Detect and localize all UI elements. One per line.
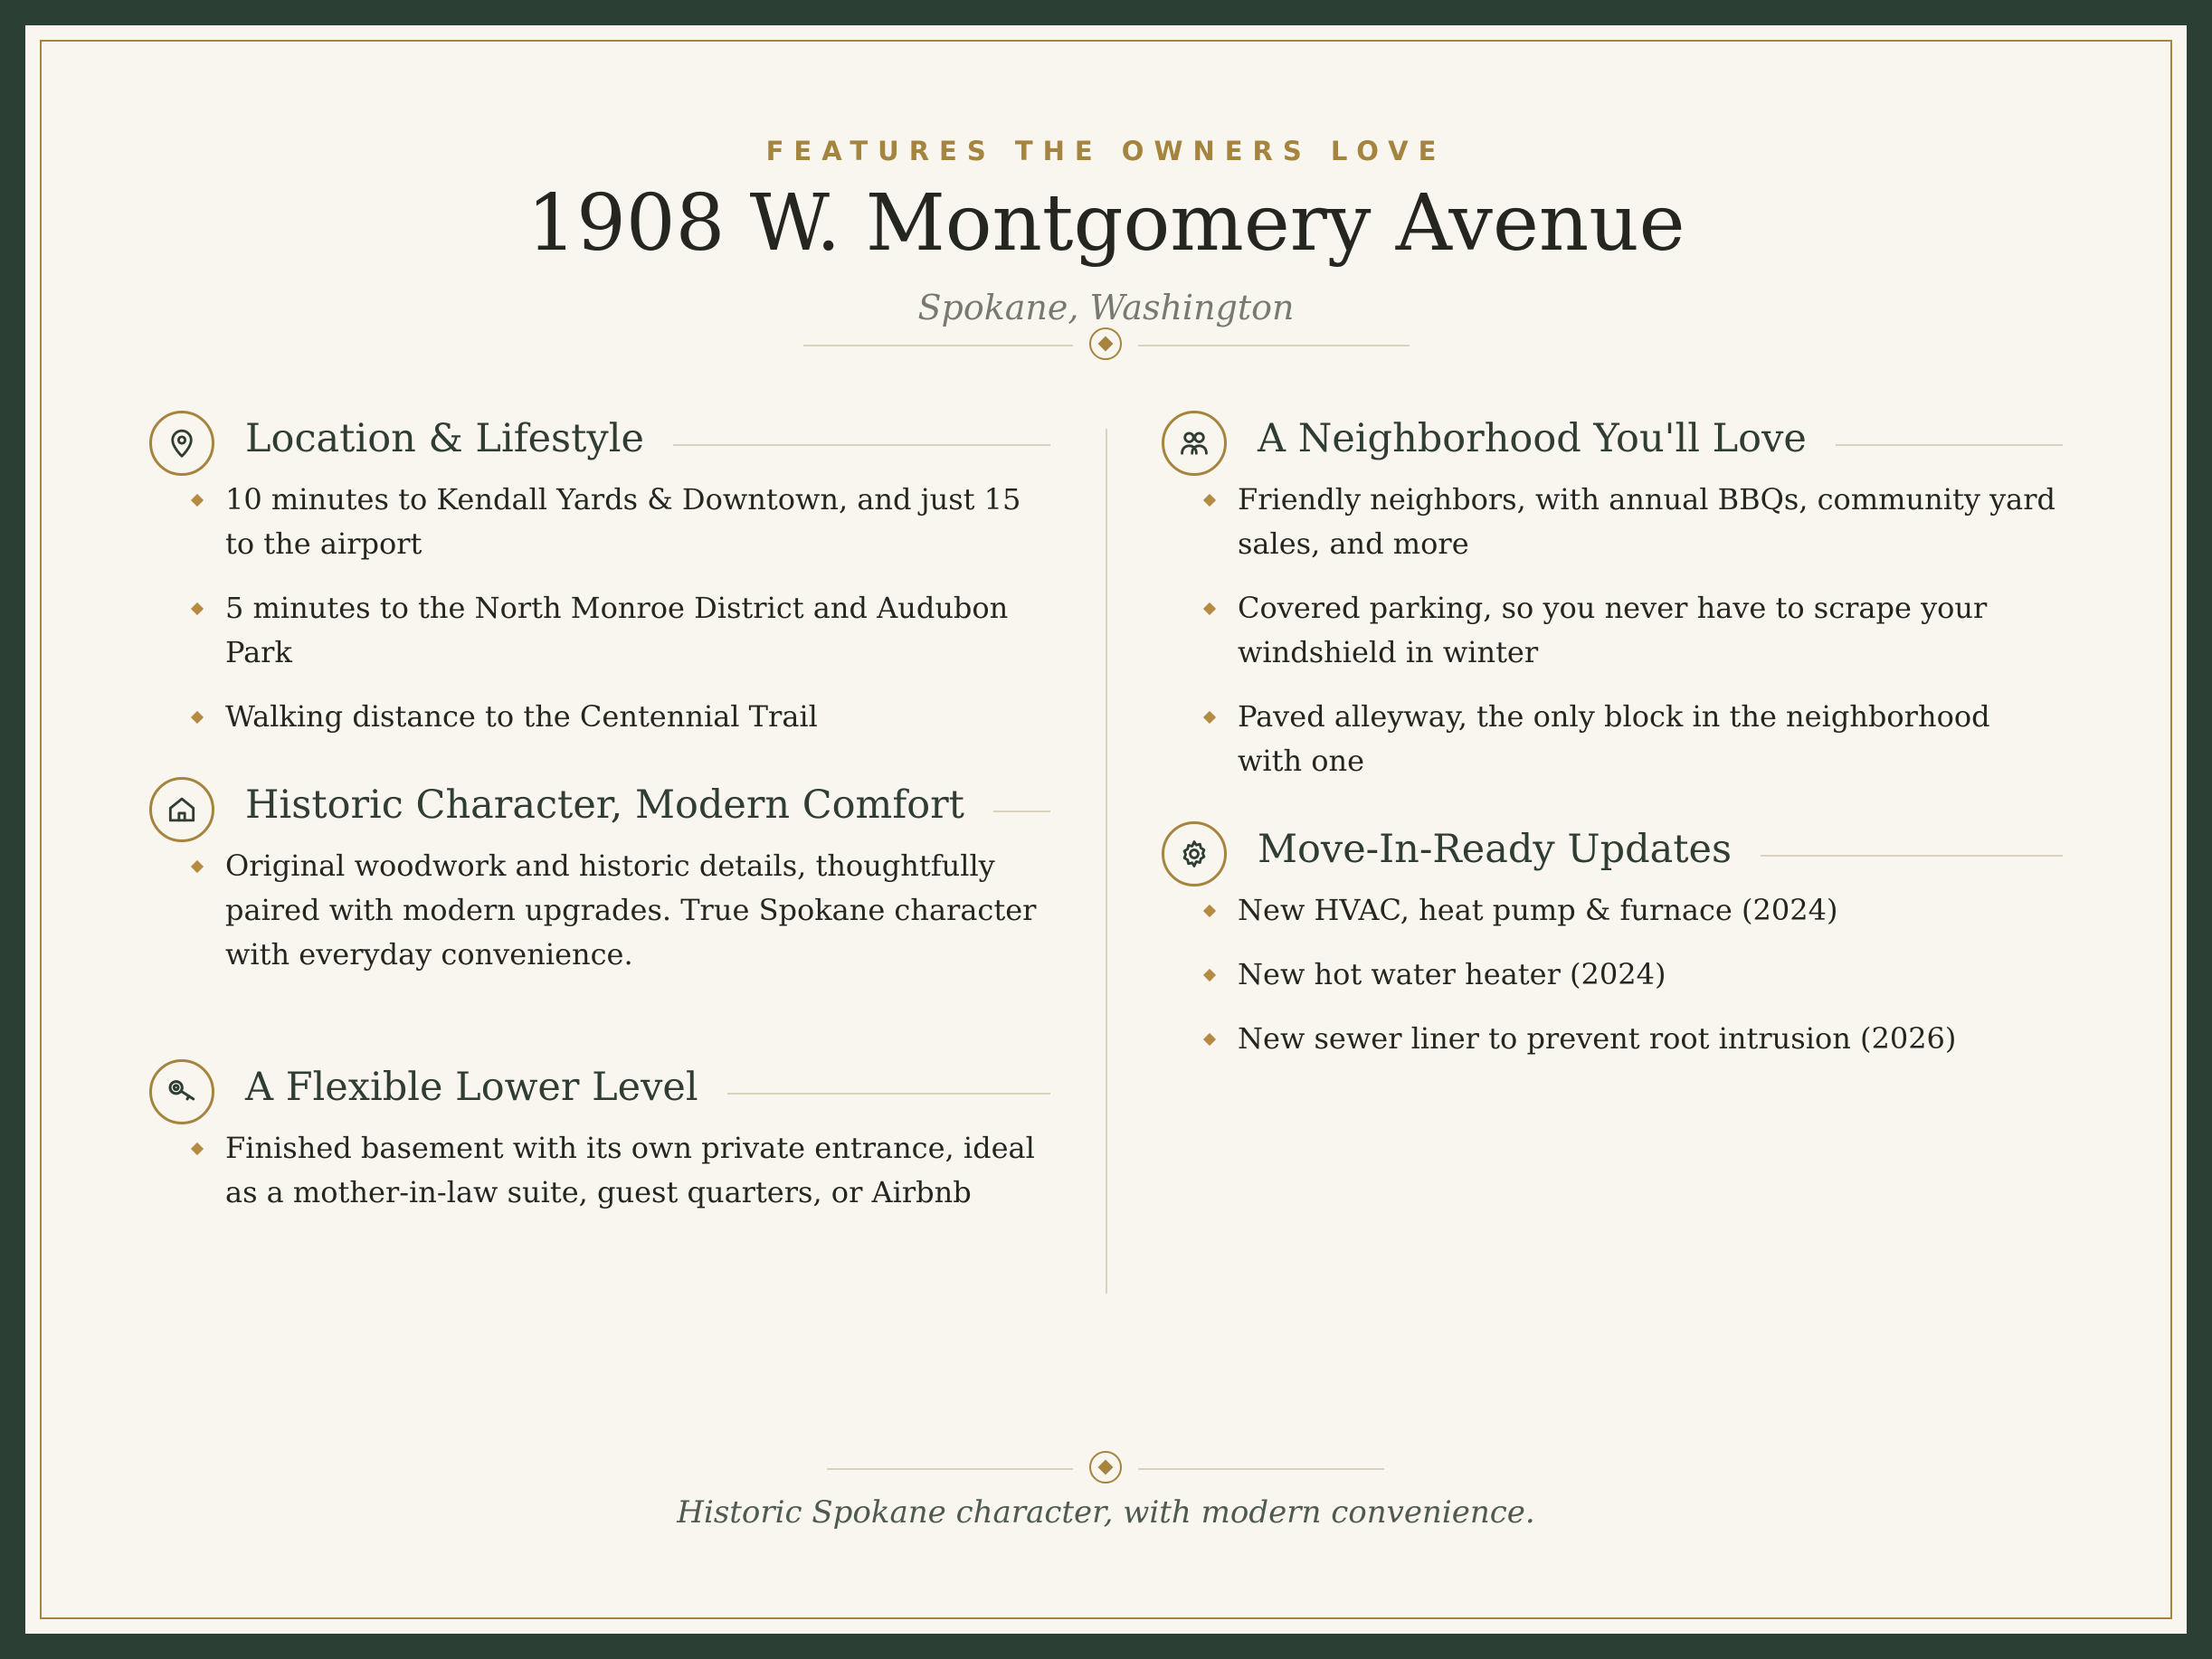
diamond-bullet-icon bbox=[191, 1142, 204, 1155]
diamond-bullet-icon bbox=[191, 494, 204, 507]
section-title: Move-In-Ready Updates bbox=[1258, 827, 1761, 872]
list-item-text: Walking distance to the Centennial Trail bbox=[225, 699, 818, 734]
list-item-text: New hot water heater (2024) bbox=[1238, 957, 1666, 991]
list-item bbox=[1162, 888, 2063, 933]
page-subtitle: Spokane, Washington bbox=[917, 288, 1295, 327]
list-item bbox=[149, 844, 1050, 977]
house-icon bbox=[149, 777, 214, 842]
list-item bbox=[1162, 953, 2063, 997]
key-icon bbox=[149, 1059, 214, 1124]
list-item-text: Covered parking, so you never have to scrape your windshield in winter bbox=[1238, 591, 1988, 669]
header-ornament bbox=[803, 327, 1410, 364]
list-item bbox=[149, 695, 1050, 739]
diamond-bullet-icon bbox=[1203, 969, 1216, 981]
list-item-text: Friendly neighbors, with annual BBQs, community yard sales, and more bbox=[1238, 482, 2055, 561]
section-updates bbox=[1162, 821, 2063, 1083]
list-item-text: 10 minutes to Kendall Yards & Downtown, and just 15 to the airport bbox=[225, 482, 1021, 561]
flyer-page bbox=[25, 25, 2187, 1634]
map-pin-icon bbox=[149, 411, 214, 476]
footer-tagline: Historic Spokane character, with modern convenience. bbox=[677, 1494, 1535, 1531]
list-item bbox=[1162, 1017, 2063, 1061]
list-item-text: 5 minutes to the North Monroe District and Audubon Park bbox=[225, 591, 1009, 669]
section-title: Location & Lifestyle bbox=[245, 416, 673, 461]
section-historic-character bbox=[149, 777, 1050, 999]
list-item-text: Original woodwork and historic details, thoughtfully paired with modern upgrades. True Spokane character with everyday convenience. bbox=[225, 848, 1037, 972]
diamond-bullet-icon bbox=[1203, 602, 1216, 615]
list-item bbox=[149, 1126, 1050, 1215]
gear-icon bbox=[1162, 821, 1227, 886]
column-divider bbox=[1106, 429, 1107, 1294]
list-item bbox=[1162, 586, 2063, 675]
people-icon bbox=[1162, 411, 1227, 476]
footer-ornament bbox=[827, 1451, 1384, 1487]
diamond-bullet-icon bbox=[1203, 905, 1216, 917]
list-item-text: New HVAC, heat pump & furnace (2024) bbox=[1238, 893, 1838, 927]
diamond-icon bbox=[1089, 327, 1122, 360]
diamond-bullet-icon bbox=[191, 602, 204, 615]
list-item bbox=[149, 478, 1050, 566]
list-item bbox=[1162, 695, 2063, 783]
section-lower-level bbox=[149, 1059, 1050, 1237]
list-item-text: Finished basement with its own private entrance, ideal as a mother-in-law suite, guest quarters, or Airbnb bbox=[225, 1131, 1035, 1209]
list-item bbox=[149, 586, 1050, 675]
section-title: A Neighborhood You'll Love bbox=[1258, 416, 1836, 461]
section-title: Historic Character, Modern Comfort bbox=[245, 782, 993, 828]
page-title: 1908 W. Montgomery Avenue bbox=[527, 178, 1685, 269]
section-location-lifestyle bbox=[149, 411, 1050, 761]
section-title: A Flexible Lower Level bbox=[245, 1065, 727, 1110]
diamond-bullet-icon bbox=[1203, 1033, 1216, 1046]
diamond-bullet-icon bbox=[1203, 711, 1216, 724]
section-neighborhood bbox=[1162, 411, 2063, 805]
diamond-bullet-icon bbox=[191, 711, 204, 724]
list-item bbox=[1162, 478, 2063, 566]
diamond-bullet-icon bbox=[1203, 494, 1216, 507]
diamond-bullet-icon bbox=[191, 860, 204, 873]
eyebrow-text: FEATURES THE OWNERS LOVE bbox=[765, 136, 1447, 166]
list-item-text: New sewer liner to prevent root intrusion (2026) bbox=[1238, 1021, 1957, 1056]
list-item-text: Paved alleyway, the only block in the neighborhood with one bbox=[1238, 699, 1990, 778]
diamond-icon bbox=[1089, 1451, 1122, 1484]
